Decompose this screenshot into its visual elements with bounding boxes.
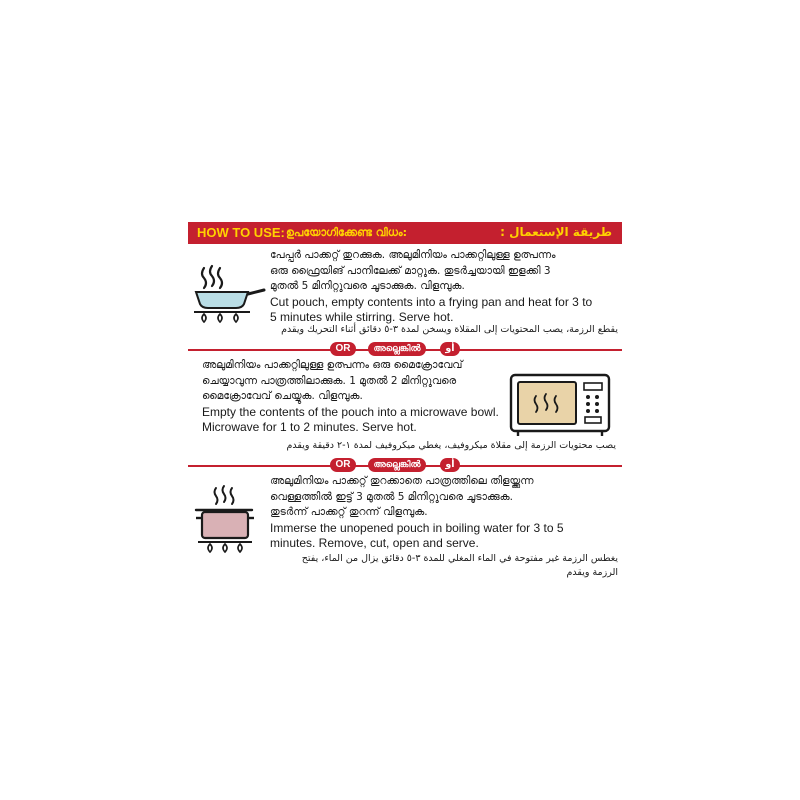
en-line: minutes. Remove, cut, open and serve. [270,536,479,550]
microwave-icon [508,372,612,438]
boiling-pot-icon [194,484,260,554]
method-text [270,474,564,552]
ml-line: വെള്ളത്തിൽ ഇട്ട് 3 മുതൽ 5 മിനിറ്റുവരെ ചൂടാക്കുക. [270,490,514,503]
en-line: Immerse the unopened pouch in boiling water for 3 to 5 [270,520,564,535]
how-to-use-panel [188,222,622,594]
ar-instructions: يصب محتويات الرزمة إلى مقلاة ميكروفيف، يغطي ميكروفيف لمدة ١-٢ دقيقة ويقدم [286,440,616,451]
or-divider [188,458,622,472]
en-line: Cut pouch, empty contents into a frying pan and heat for 3 to [270,294,593,309]
ml-line: പേപ്പർ പാക്കറ്റ് തുറക്കുക. അലുമിനിയം പാക്കറ്റിലുള്ള ഉത്പന്നം [270,249,556,261]
method-boiling-water [188,474,622,590]
ml-line: മുതൽ 5 മിനിറ്റുവരെ ചൂടാക്കുക. വിളമ്പുക. [270,280,465,292]
ar-instructions: يقطع الرزمة، يصب المحتويات إلى المقلاة ويسخن لمدة ٣-٥ دقائق أثناء التحريك ويقدم [281,324,618,335]
ar-instructions: يغطس الرزمة غير مفتوحة في الماء المغلي للمدة ٣-٥ دقائق يزال من الماء، يفتح الرزمة ويقدم [301,553,618,578]
header-title-ar: طريقة الإستعمال : [500,225,612,239]
ml-line: തുടർന്ന് പാക്കറ്റ് തുറന്ന് വിളമ്പുക. [270,506,428,518]
or-pill-ar: أو [440,342,460,356]
or-pill-ml: അല്ലെങ്കിൽ [368,458,426,472]
or-divider [188,342,622,356]
or-pill: OR [330,458,356,472]
ml-line: ഒരു ഫ്രൈയിങ് പാനിലേക്ക് മാറ്റുക. തുടർച്ചയായി ഇളക്കി 3 [270,264,551,277]
method-frying-pan [188,248,622,340]
or-pill: OR [330,342,356,356]
en-line: Empty the contents of the pouch into a microwave bowl. [202,404,499,419]
method-microwave [188,358,622,456]
method-text [270,248,592,326]
frying-pan-icon [190,264,266,326]
en-line: 5 minutes while stirring. Serve hot. [270,310,454,324]
ml-line: അലുമിനിയം പാക്കറ്റിലുള്ള ഉത്പന്നം ഒരു മൈക്രോവേവ് [202,359,463,371]
how-to-use-header [188,222,622,244]
or-pill-ml: അല്ലെങ്കിൽ [368,342,426,356]
ml-line: ചെയ്യാവുന്ന പാത്രത്തിലാക്കുക. 1 മുതൽ 2 മിനിറ്റുവരെ [202,374,457,387]
method-text [202,358,499,436]
header-title-ml: ഉപയോഗിക്കേണ്ട വിധം: [286,226,407,239]
ml-line: മൈക്രോവേവ് ചെയ്യുക. വിളമ്പുക. [202,390,363,402]
en-line: Microwave for 1 to 2 minutes. Serve hot. [202,420,417,434]
header-title-en: HOW TO USE: [197,225,285,240]
or-pill-ar: أو [440,458,460,472]
ml-line: അലുമിനിയം പാക്കറ്റ് തുറക്കാതെ പാത്രത്തിലെ തിളയ്ക്കുന്ന [270,475,534,487]
